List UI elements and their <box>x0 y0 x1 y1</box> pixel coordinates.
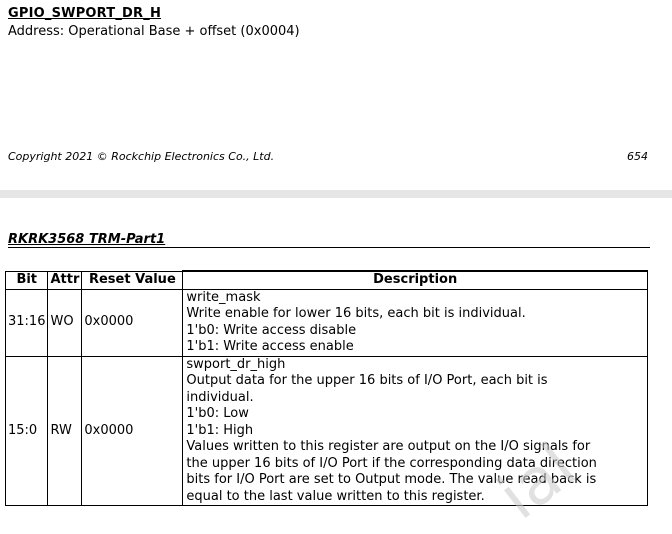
cell-description <box>183 289 648 356</box>
page-separator <box>0 190 672 198</box>
cell-bit: 31:16 <box>6 289 48 356</box>
header-bit: Bit <box>6 271 48 289</box>
copyright-footer: Copyright 2021 © Rockchip Electronics Co., Ltd. <box>8 150 275 163</box>
description-line: the upper 16 bits of I/O Port if the corresponding data direction <box>186 455 597 471</box>
description-line: swport_dr_high <box>186 356 286 372</box>
description-line: 1'b1: High <box>186 422 254 438</box>
table-row <box>6 356 648 506</box>
cell-bit: 15:0 <box>6 356 48 506</box>
cell-description <box>183 356 648 506</box>
description-line: individual. <box>186 389 254 405</box>
header-description: Description <box>183 271 648 289</box>
table-row <box>6 289 648 356</box>
description-line: 1'b0: Write access disable <box>186 322 357 338</box>
register-address: Address: Operational Base + offset (0x0004) <box>8 24 300 39</box>
cell-attr: WO <box>48 289 82 356</box>
table-header-row <box>6 271 648 289</box>
document-header-title: RKRK3568 TRM-Part1 <box>8 232 166 247</box>
description-line: 1'b1: Write access enable <box>186 339 354 354</box>
header-rule <box>8 247 650 248</box>
cell-reset-value: 0x0000 <box>82 356 183 506</box>
cell-reset-value: 0x0000 <box>82 289 183 356</box>
header-reset-value: Reset Value <box>82 271 183 289</box>
description-line: Values written to this register are output on the I/O signals for <box>186 439 591 454</box>
description-line: write_mask <box>186 289 261 305</box>
register-field-table <box>5 270 648 506</box>
cell-attr: RW <box>48 356 82 506</box>
header-attr: Attr <box>48 271 82 289</box>
page-number: 654 <box>627 150 648 163</box>
description-line: Write enable for lower 16 bits, each bit is individual. <box>186 306 526 321</box>
description-line: Output data for the upper 16 bits of I/O Port, each bit is <box>186 373 548 388</box>
description-line: equal to the last value written to this register. <box>186 488 485 504</box>
register-title: GPIO_SWPORT_DR_H <box>8 6 162 21</box>
description-line: bits for I/O Port are set to Output mode. The value read back is <box>186 472 597 487</box>
previous-page-bottom <box>0 0 672 190</box>
watermark: ial <box>485 429 590 534</box>
description-line: 1'b0: Low <box>186 406 249 421</box>
